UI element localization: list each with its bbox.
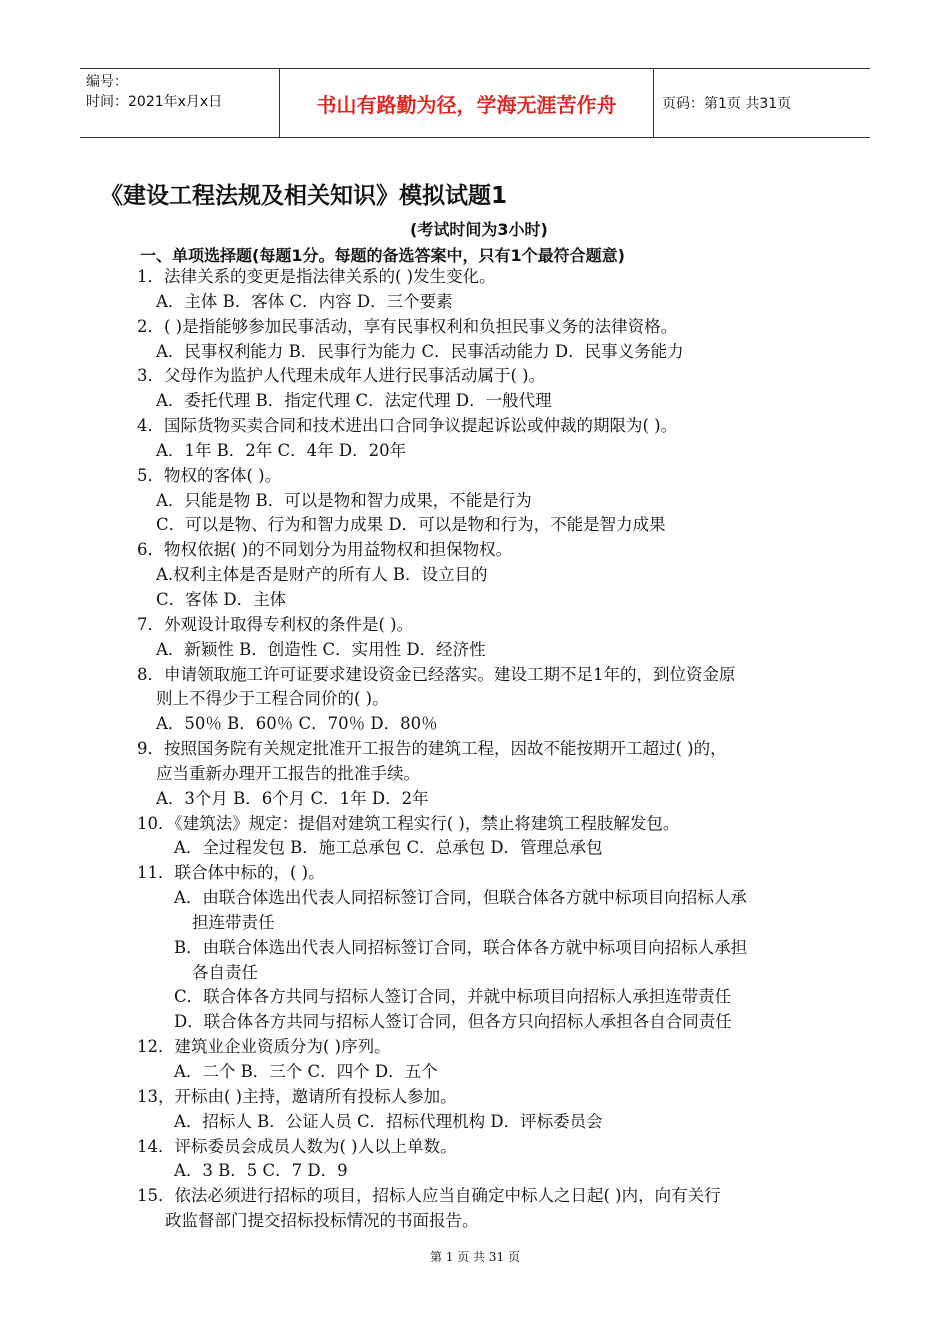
question-line: 14．评标委员会成员人数为( )人以上单数。 bbox=[137, 1136, 457, 1156]
question-line: 3．父母作为监护人代理未成年人进行民事活动属于( )。 bbox=[137, 366, 546, 386]
question-line: 11．联合体中标的，( )。 bbox=[137, 863, 325, 883]
document-title: 《建设工程法规及相关知识》模拟试题1 bbox=[100, 183, 508, 209]
option-line: A．3个月 B．6个月 C．1年 D．2年 bbox=[156, 788, 429, 808]
question-line: 12．建筑业企业资质分为( )序列。 bbox=[137, 1037, 391, 1057]
question-line: 6．物权依据( )的不同划分为用益物权和担保物权。 bbox=[137, 540, 513, 560]
option-line: A．委托代理 B．指定代理 C．法定代理 D．一般代理 bbox=[156, 391, 552, 411]
document-subtitle: (考试时间为3小时) bbox=[410, 220, 548, 239]
option-line: A.权利主体是否是财产的所有人 B．设立目的 bbox=[156, 565, 488, 585]
question-line: 8．申请领取施工许可证要求建设资金已经落实。建设工期不足1年的，到位资金原 bbox=[137, 664, 736, 684]
page-header bbox=[80, 68, 870, 138]
question-continuation: 则上不得少于工程合同价的( )。 bbox=[156, 689, 389, 709]
option-line: A．3 B．5 C．7 D．9 bbox=[174, 1161, 348, 1181]
question-line: 9．按照国务院有关规定批准开工报告的建筑工程，因故不能按期开工超过( )的， bbox=[137, 739, 727, 759]
number-label: 编号： bbox=[86, 74, 128, 90]
option-line: A．招标人 B．公证人员 C．招标代理机构 D．评标委员会 bbox=[174, 1111, 603, 1131]
option-line: A．由联合体选出代表人同招标签订合同，但联合体各方就中标项目向招标人承 bbox=[174, 888, 747, 908]
question-line: 10．《建筑法》规定：提倡对建筑工程实行( )，禁止将建筑工程肢解发包。 bbox=[137, 813, 680, 833]
question-line: 4．国际货物买卖合同和技术进出口合同争议提起诉讼或仲裁的期限为( )。 bbox=[137, 416, 678, 436]
question-continuation: 应当重新办理开工报告的批准手续。 bbox=[156, 763, 420, 783]
question-line: 2．( )是指能够参加民事活动，享有民事权利和负担民事义务的法律资格。 bbox=[137, 316, 678, 336]
option-line: A．1年 B．2年 C．4年 D．20年 bbox=[156, 440, 407, 460]
page-footer: 第 1 页 共 31 页 bbox=[430, 1250, 520, 1264]
option-line: D．联合体各方共同与招标人签订合同，但各方只向招标人承担各自合同责任 bbox=[174, 1012, 732, 1032]
option-continuation: 担连带责任 bbox=[192, 912, 275, 932]
option-line: A．二个 B．三个 C．四个 D．五个 bbox=[174, 1062, 438, 1081]
option-line: A．新颖性 B．创造性 C．实用性 D．经济性 bbox=[156, 639, 486, 659]
option-line: A．只能是物 B．可以是物和智力成果，不能是行为 bbox=[156, 490, 532, 510]
option-continuation: 各自责任 bbox=[192, 962, 258, 982]
option-line: C．可以是物、行为和智力成果 D．可以是物和行为，不能是智力成果 bbox=[156, 515, 666, 535]
question-continuation: 政监督部门提交招标投标情况的书面报告。 bbox=[165, 1211, 479, 1231]
question-list bbox=[0, 265, 950, 1234]
question-line: 5．物权的客体( )。 bbox=[137, 465, 282, 485]
header-motto: 书山有路勤为径，学海无涯苦作舟 bbox=[280, 69, 654, 137]
option-line: A．50％ B．60％ C．70％ D．80％ bbox=[156, 714, 438, 734]
option-line: C．客体 D．主体 bbox=[156, 589, 287, 609]
section-heading: 一、单项选择题(每题1分。每题的备选答案中，只有1个最符合题意) bbox=[140, 246, 625, 265]
header-meta bbox=[80, 69, 280, 137]
option-line: B．由联合体选出代表人同招标签订合同，联合体各方就中标项目向招标人承担 bbox=[174, 937, 748, 957]
option-line: A．民事权利能力 B．民事行为能力 C．民事活动能力 D．民事义务能力 bbox=[156, 341, 684, 361]
question-line: 1．法律关系的变更是指法律关系的( )发生变化。 bbox=[137, 267, 496, 286]
question-line: 15．依法必须进行招标的项目，招标人应当自确定中标人之日起( )内，向有关行 bbox=[137, 1186, 721, 1206]
time-label: 时间：2021年x月x日 bbox=[86, 94, 223, 110]
option-line: C．联合体各方共同与招标人签订合同，并就中标项目向招标人承担连带责任 bbox=[174, 987, 732, 1007]
question-line: 7．外观设计取得专利权的条件是( )。 bbox=[137, 614, 414, 634]
question-line: 13，开标由( )主持，邀请所有投标人参加。 bbox=[137, 1086, 457, 1106]
option-line: A．主体 B．客体 C．内容 D．三个要素 bbox=[156, 291, 453, 311]
option-line: A．全过程发包 B．施工总承包 C．总承包 D．管理总承包 bbox=[174, 838, 603, 858]
header-page-info: 页码：第1页 共31页 bbox=[662, 96, 792, 112]
